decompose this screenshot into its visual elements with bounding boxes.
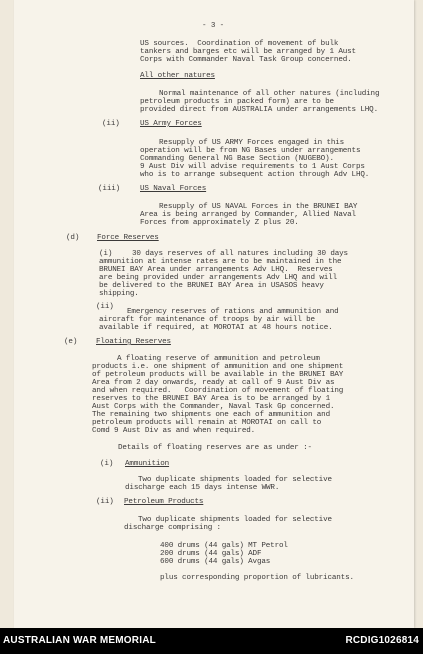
record-id: RCDIG1026814 — [345, 635, 419, 646]
text-line: Resupply of US ARMY Forces engaged in this — [159, 139, 345, 147]
text-line: Aust Corps with the Commander, Naval Task Gp concerned. — [92, 403, 335, 411]
item-marker: (ii) — [96, 498, 114, 506]
text-line: The remaining two shipments one each of ammunition and — [92, 411, 330, 419]
text-line: Commanding General NG Base Section (NUGEBO). — [140, 155, 334, 163]
section-heading: US Naval Forces — [140, 185, 207, 193]
text-line: A floating reserve of ammunition and petroleum — [117, 355, 320, 363]
text-line: and when required. Coordination of movement of floating — [92, 387, 344, 395]
archive-name: AUSTRALIAN WAR MEMORIAL — [3, 635, 156, 646]
page-number: - 3 - — [202, 22, 225, 30]
section-heading: Force Reserves — [97, 234, 159, 242]
text-line: US sources. Coordination of movement of bulk — [140, 40, 339, 48]
typed-page — [14, 0, 414, 628]
item-marker: (iii) — [98, 185, 121, 193]
section-heading: All other natures — [140, 72, 215, 80]
text-line: who is to arrange subsequent action through Adv LHQ. — [140, 171, 370, 179]
item-marker: (i) — [100, 460, 114, 468]
section-heading: US Army Forces — [140, 120, 202, 128]
text-line: Resupply of US NAVAL Forces in the BRUNEI BAY — [159, 203, 358, 211]
item-marker: (ii) — [102, 120, 120, 128]
item-marker: (ii) — [96, 303, 114, 311]
text-line: Comd 9 Aust Div as and when required. — [92, 427, 256, 435]
text-line: Area is being arranged by Commander, Allied Naval — [140, 211, 356, 219]
text-line: ammunition at intense rates are to be maintained in the — [99, 258, 342, 266]
text-line: are being provided under arrangements Adv LHQ and will — [99, 274, 337, 282]
section-heading: Petroleum Products — [124, 498, 204, 506]
text-line: 400 drums (44 gals) MT Petrol — [160, 542, 288, 550]
item-marker: (e) — [64, 338, 78, 346]
text-line: provided direct from AUSTRALIA under arrangements LHQ. — [140, 106, 378, 114]
section-heading: Floating Reserves — [96, 338, 171, 346]
item-marker: (i) — [99, 250, 113, 258]
text-line: Two duplicate shipments loaded for selective — [138, 516, 332, 524]
section-heading: Ammunition — [125, 460, 170, 468]
text-line: Forces from approximately Z plus 20. — [140, 219, 299, 227]
text-line: Corps with Commander Naval Task Group concerned. — [140, 56, 352, 64]
archive-footer — [0, 628, 423, 654]
text-line: 9 Aust Div will advise requirements to 1 Aust Corps — [140, 163, 365, 171]
text-line: reserves to the BRUNEI BAY Area is to be arranged by 1 — [92, 395, 330, 403]
text-line: 200 drums (44 gals) ADF — [160, 550, 262, 558]
text-line: discharge each 15 days intense WWR. — [125, 484, 280, 492]
item-marker: (d) — [66, 234, 80, 242]
text-line: Details of floating reserves are as under :- — [118, 444, 312, 452]
text-line: operation will be from NG Bases under arrangements — [140, 147, 361, 155]
text-line: Normal maintenance of all other natures (including — [159, 90, 380, 98]
text-line: discharge comprising : — [124, 524, 221, 532]
text-line: Emergency reserves of rations and ammunition and — [127, 308, 339, 316]
text-line: available if required, at MOROTAI at 48 hours notice. — [99, 324, 333, 332]
text-line: shipping. — [99, 290, 139, 298]
text-line: aircraft for maintenance of troops by air will be — [99, 316, 315, 324]
text-line: 30 days reserves of all natures including 30 days — [132, 250, 348, 258]
text-line: tankers and barges etc will be arranged by 1 Aust — [140, 48, 356, 56]
text-line: Area from 2 day onwards, ready at call of 9 Aust Div as — [92, 379, 335, 387]
text-line: plus corresponding proportion of lubricants. — [160, 574, 354, 582]
text-line: BRUNEI BAY Area under arrangements Adv LHQ. Reserves — [99, 266, 333, 274]
text-line: of petroleum products will be available in the BRUNEI BAY — [92, 371, 344, 379]
text-line: Two duplicate shipments loaded for selective — [138, 476, 332, 484]
text-line: 600 drums (44 gals) Avgas — [160, 558, 271, 566]
text-line: petroleum products in packed form) are to be — [140, 98, 334, 106]
text-line: products i.e. one shipment of ammunition and one shipment — [92, 363, 344, 371]
text-line: petroleum products will remain at MOROTAI on call to — [92, 419, 322, 427]
text-line: be delivered to the BRUNEI BAY Area in USASOS heavy — [99, 282, 324, 290]
